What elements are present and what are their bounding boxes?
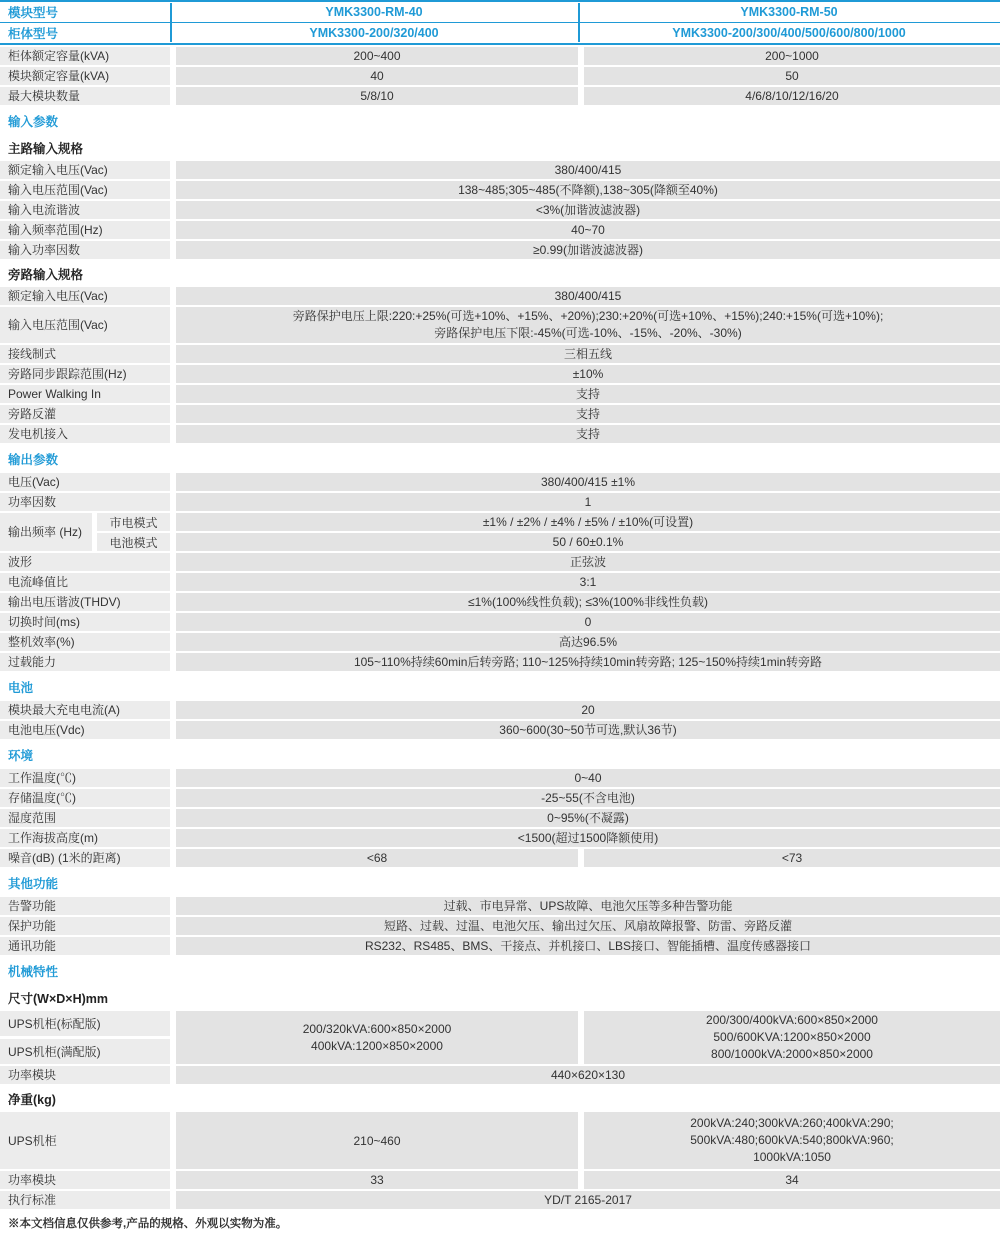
spec-row (0, 809, 1000, 827)
row-label: 额定输入电压(Vac) (0, 287, 170, 305)
spec-row (0, 653, 1000, 671)
spec-row (0, 201, 1000, 219)
row-value: 360~600(30~50节可选,默认36节) (176, 721, 1000, 739)
spec-rows (0, 47, 1000, 1209)
row-value: 40~70 (176, 221, 1000, 239)
row-value: ≥0.99(加谐波滤波器) (176, 241, 1000, 259)
row-label: 模块最大充电电流(A) (0, 701, 170, 719)
spec-row (0, 221, 1000, 239)
value-line: 1000kVA:1050 (753, 1150, 831, 1164)
row-value: 380/400/415 (176, 287, 1000, 305)
row-label: UPS机柜 (0, 1112, 170, 1169)
subsection-title: 主路输入规格 (8, 142, 84, 156)
spec-row (0, 633, 1000, 651)
row-label: 工作温度(℃) (0, 769, 170, 787)
row-label: 切换时间(ms) (0, 613, 170, 631)
freq-subrow (97, 513, 1000, 531)
row-value-col1: 210~460 (176, 1112, 578, 1169)
value-line: 200/300/400kVA:600×850×2000 (706, 1013, 878, 1027)
row-value: 支持 (176, 405, 1000, 423)
module-model-row (0, 2, 1000, 22)
row-value: 1 (176, 493, 1000, 511)
spec-row (0, 493, 1000, 511)
row-value: RS232、RS485、BMS、干接点、并机接口、LBS接口、智能插槽、温度传感器接口 (176, 937, 1000, 955)
row-label: 通讯功能 (0, 937, 170, 955)
row-label: 输入电压范围(Vac) (0, 307, 170, 343)
row-value: 380/400/415 (176, 161, 1000, 179)
row-value: 正弦波 (176, 553, 1000, 571)
section-title: 输入参数 (8, 115, 59, 129)
row-value: 440×620×130 (176, 1066, 1000, 1084)
spec-row (0, 287, 1000, 305)
spec-row (0, 67, 1000, 85)
row-label: Power Walking In (0, 385, 170, 403)
row-label: 输入电流谐波 (0, 201, 170, 219)
row-value: YD/T 2165-2017 (176, 1191, 1000, 1209)
row-label: 电压(Vac) (0, 473, 170, 491)
row-value-col2: 50 (584, 67, 1000, 85)
spec-row (0, 613, 1000, 631)
value-line: 800/1000kVA:2000×850×2000 (711, 1047, 873, 1061)
spec-row (0, 1112, 1000, 1169)
subsection-title: 净重(kg) (8, 1093, 56, 1107)
spec-row (0, 829, 1000, 847)
row-label: 湿度范围 (0, 809, 170, 827)
spec-row (0, 161, 1000, 179)
row-value: ±10% (176, 365, 1000, 383)
subsection-title: 尺寸(W×D×H)mm (8, 992, 109, 1006)
row-value: 过载、市电异常、UPS故障、电池欠压等多种告警功能 (176, 897, 1000, 915)
row-value-col1: <68 (176, 849, 578, 867)
spec-row (0, 849, 1000, 867)
spec-row (0, 593, 1000, 611)
spec-row (0, 365, 1000, 383)
row-label: 输出电压谐波(THDV) (0, 593, 170, 611)
freq-subrow (97, 533, 1000, 551)
row-label: 工作海拔高度(m) (0, 829, 170, 847)
spec-row (0, 87, 1000, 105)
cabinet-model-value-col1: YMK3300-200/320/400 (309, 26, 439, 40)
row-label: 模块额定容量(kVA) (0, 67, 170, 85)
spec-row (0, 553, 1000, 571)
cabinet-model-row (0, 23, 1000, 43)
row-value-col1: 200~400 (176, 47, 578, 65)
footnote: ※本文档信息仅供参考,产品的规格、外观以实物为准。 (8, 1218, 288, 1230)
spec-row (0, 917, 1000, 935)
sub-row-label: 市电模式 (97, 513, 170, 531)
value-line: 200/320kVA:600×850×2000 (302, 1021, 452, 1036)
cabinet-model-value-col2: YMK3300-200/300/400/500/600/800/1000 (672, 26, 906, 40)
row-value: 支持 (176, 385, 1000, 403)
row-label: 保护功能 (0, 917, 170, 935)
module-model-label: 模块型号 (8, 6, 59, 20)
value-line: 旁路保护电压下限:-45%(可选-10%、-15%、-20%、-30%) (434, 326, 742, 340)
row-value: 380/400/415 ±1% (176, 473, 1000, 491)
value-line: 500/600KVA:1200×850×2000 (713, 1030, 871, 1044)
row-value-col2: 34 (584, 1171, 1000, 1189)
row-label: 过载能力 (0, 653, 170, 671)
row-value: 20 (176, 701, 1000, 719)
row-label: 噪音(dB) (1米的距离) (0, 849, 170, 867)
row-label: 电流峰值比 (0, 573, 170, 591)
row-value: 50 / 60±0.1% (176, 533, 1000, 551)
row-label: 功率模块 (0, 1066, 170, 1084)
spec-row (0, 1011, 1000, 1064)
row-value-col2 (584, 1011, 1000, 1064)
row-value: 138~485;305~485(不降额),138~305(降额至40%) (176, 181, 1000, 199)
row-label: UPS机柜(标配版) (0, 1011, 170, 1036)
row-value: 105~110%持续60min后转旁路; 110~125%持续10min转旁路; 125~150%持续1min转旁路 (176, 653, 1000, 671)
table-header (0, 0, 1000, 45)
row-value: <3%(加谐波滤波器) (176, 201, 1000, 219)
spec-row (0, 1191, 1000, 1209)
row-value: 短路、过载、过温、电池欠压、输出过欠压、风扇故障报警、防雷、旁路反灌 (176, 917, 1000, 935)
spec-row (0, 1171, 1000, 1189)
spec-row (0, 47, 1000, 65)
row-value-col2: 4/6/8/10/12/16/20 (584, 87, 1000, 105)
row-value (176, 307, 1000, 343)
spec-row (0, 405, 1000, 423)
row-label: 存储温度(℃) (0, 789, 170, 807)
row-label: 功率模块 (0, 1171, 170, 1189)
row-value: 三相五线 (176, 345, 1000, 363)
spec-row (0, 897, 1000, 915)
row-label: 接线制式 (0, 345, 170, 363)
row-value: <1500(超过1500降额使用) (176, 829, 1000, 847)
row-value-col1: 5/8/10 (176, 87, 578, 105)
cabinet-model-label: 柜体型号 (8, 27, 59, 41)
section-title: 其他功能 (8, 877, 59, 891)
row-label: 输出频率 (Hz) (0, 513, 92, 551)
spec-row (0, 769, 1000, 787)
module-model-value-col1: YMK3300-RM-40 (325, 5, 423, 19)
module-model-value-col2: YMK3300-RM-50 (740, 5, 838, 19)
row-label: 发电机接入 (0, 425, 170, 443)
row-value: 0~40 (176, 769, 1000, 787)
spec-row (0, 473, 1000, 491)
row-label: 最大模块数量 (0, 87, 170, 105)
row-label: 输入功率因数 (0, 241, 170, 259)
row-value: 3:1 (176, 573, 1000, 591)
sub-row-label: 电池模式 (97, 533, 170, 551)
section-title: 环境 (8, 749, 34, 763)
row-value-col2: 200~1000 (584, 47, 1000, 65)
row-value: ≤1%(100%线性负载); ≤3%(100%非线性负载) (176, 593, 1000, 611)
spec-row (0, 425, 1000, 443)
row-value: 0~95%(不凝露) (176, 809, 1000, 827)
row-label: 功率因数 (0, 493, 170, 511)
value-line: 500kVA:480;600kVA:540;800kVA:960; (690, 1133, 894, 1147)
row-label: 输入频率范围(Hz) (0, 221, 170, 239)
spec-row (0, 701, 1000, 719)
row-label: 旁路同步跟踪范围(Hz) (0, 365, 170, 383)
freq-subrows (97, 513, 1000, 551)
value-line: 400kVA:1200×850×2000 (311, 1038, 443, 1053)
row-label: 执行标准 (0, 1191, 170, 1209)
value-line: 200kVA:240;300kVA:260;400kVA:290; (690, 1116, 894, 1130)
row-value: -25~55(不含电池) (176, 789, 1000, 807)
row-value-col2 (584, 1112, 1000, 1169)
section-title: 输出参数 (8, 453, 59, 467)
spec-row (0, 789, 1000, 807)
row-label: 旁路反灌 (0, 405, 170, 423)
row-value: 支持 (176, 425, 1000, 443)
header-vertical-divider-2 (578, 3, 580, 42)
spec-row (0, 937, 1000, 955)
section-title: 电池 (8, 681, 34, 695)
spec-row (0, 241, 1000, 259)
row-label: 波形 (0, 553, 170, 571)
header-vertical-divider-1 (170, 3, 172, 42)
spec-row (0, 513, 1000, 551)
spec-row (0, 385, 1000, 403)
row-labels (0, 1011, 170, 1064)
spec-row (0, 573, 1000, 591)
row-value: ±1% / ±2% / ±4% / ±5% / ±10%(可设置) (176, 513, 1000, 531)
row-value: 0 (176, 613, 1000, 631)
section-title: 机械特性 (8, 965, 59, 979)
row-label: 电池电压(Vdc) (0, 721, 170, 739)
row-label: 告警功能 (0, 897, 170, 915)
row-label: 输入电压范围(Vac) (0, 181, 170, 199)
row-value: 高达96.5% (176, 633, 1000, 651)
row-value-col1: 40 (176, 67, 578, 85)
value-line: 旁路保护电压上限:220:+25%(可选+10%、+15%、+20%);230:+20%(可选+10%、+15%);240:+15%(可选+10%); (292, 309, 884, 323)
row-value-col1: 33 (176, 1171, 578, 1189)
spec-row (0, 181, 1000, 199)
spec-row (0, 721, 1000, 739)
row-value-col2: <73 (584, 849, 1000, 867)
row-label: UPS机柜(满配版) (0, 1039, 170, 1064)
row-value-col1 (176, 1011, 578, 1064)
spec-row (0, 307, 1000, 343)
row-label: 柜体额定容量(kVA) (0, 47, 170, 65)
row-label: 额定输入电压(Vac) (0, 161, 170, 179)
subsection-title: 旁路输入规格 (8, 268, 84, 282)
spec-row (0, 345, 1000, 363)
spec-row (0, 1066, 1000, 1084)
row-label: 整机效率(%) (0, 633, 170, 651)
